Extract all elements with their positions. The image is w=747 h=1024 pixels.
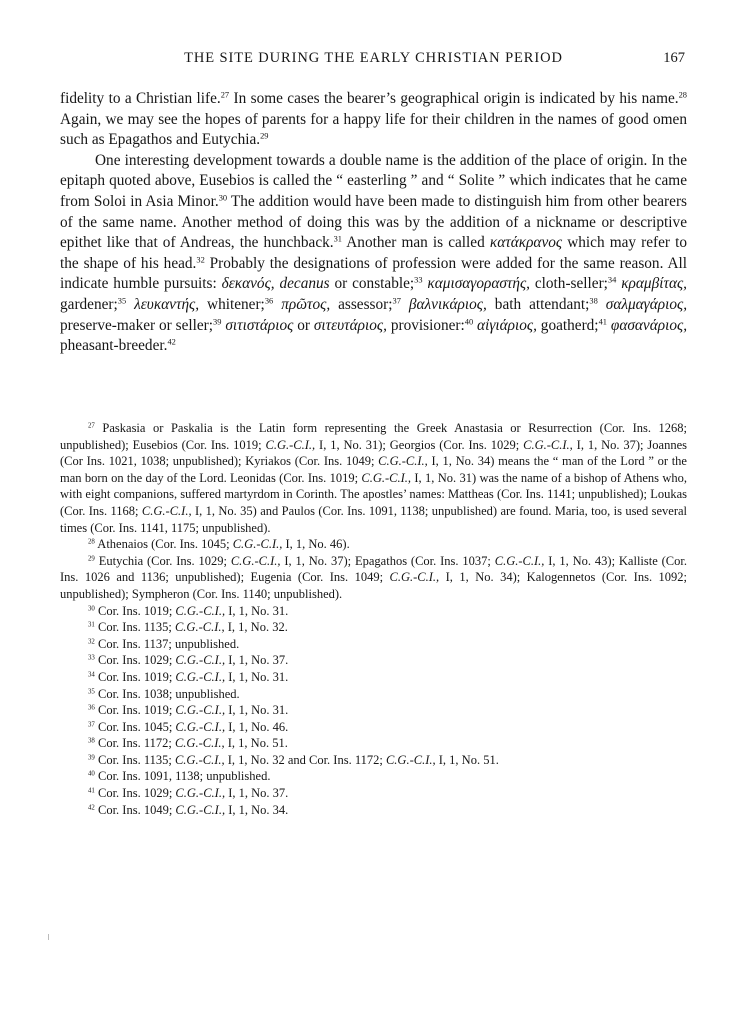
text-run: Cor. Ins. 1049; — [94, 802, 176, 817]
scan-mark — [48, 934, 49, 940]
text-run: Cor. Ins. 1135; — [94, 620, 175, 635]
citation-abbrev: C.G.-C.I., — [494, 553, 545, 568]
footnote-number: 38 — [88, 737, 95, 745]
citation-abbrev: C.G.-C.I., — [389, 570, 440, 585]
text-run: Cor. Ins. 1019; — [94, 603, 176, 618]
text-run: I, 1, No. 35) and Paulos (Cor. Ins. 1091, 1138; unpublished) are found. Maria, too, is used several times (Cor. Ins. 1141, 1175; unpublished). — [60, 503, 688, 535]
text-run: I, 1, No. 32. — [224, 620, 288, 635]
text-run: I, 1, No. 37. — [225, 786, 289, 801]
text-run: In some cases the bearer’s geographical origin is indicated by his name. — [229, 90, 679, 107]
text-run: I, 1, No. 46). — [282, 537, 350, 552]
text-run: I, 1, No. 31); Georgios (Cor. Ins. 1029; — [315, 437, 524, 452]
text-run: I, 1, No. 37); Epagathos (Cor. Ins. 1037; — [280, 553, 495, 568]
footnote — [60, 652, 687, 669]
footnote — [60, 669, 687, 686]
text-run: I, 1, No. 51. — [435, 752, 499, 767]
page-number: 167 — [663, 50, 685, 66]
text-run: I, 1, No. 31. — [225, 669, 289, 684]
text-run: I, 1, No. 43); Kalliste (Cor. Ins. 1026 and 1136; unpublished); Eugenia (Cor. Ins. 1049; — [60, 553, 687, 585]
running-head: THE SITE DURING THE EARLY CHRISTIAN PERIOD — [184, 50, 563, 66]
footnote-number: 32 — [88, 638, 95, 646]
text-run: Athenaios (Cor. Ins. 1045; — [94, 537, 233, 552]
footnote — [60, 802, 687, 819]
text-run: I, 1, No. 46. — [225, 719, 289, 734]
text-run: which may refer to the shape of his head. — [60, 234, 687, 272]
text-run — [273, 296, 281, 313]
footnote — [60, 719, 687, 736]
text-run: The addition would have been made to distinguish him from other bearers of the same name. Another method of doing this was by the addition of a nickname or descriptive epithet like that of Andreas, the hunchback. — [60, 192, 687, 252]
greek-term: δεκανός, — [221, 275, 275, 293]
text-run: Cor. Ins. 1091, 1138; unpublished. — [94, 769, 271, 784]
footnote-number: 39 — [88, 754, 95, 762]
citation-abbrev: C.G.-C.I., — [523, 437, 573, 452]
text-run: cloth-seller; — [529, 275, 608, 293]
footnote — [60, 536, 687, 553]
text-run — [401, 296, 409, 313]
footnote-ref: 28 — [678, 90, 687, 100]
footnote-number: 33 — [88, 654, 95, 662]
text-run: Cor. Ins. 1019; — [94, 703, 176, 718]
footnote — [60, 735, 687, 752]
greek-term: φασανάριος, — [610, 316, 688, 334]
text-run: preserve-maker or seller; — [60, 316, 214, 334]
footnote-number: 27 — [88, 422, 95, 430]
text-run: assessor; — [330, 295, 393, 313]
text-run: Eutychia (Cor. Ins. 1029; — [94, 553, 231, 568]
footnote — [60, 686, 687, 703]
greek-term: καμισαγοραστής, — [427, 275, 530, 293]
text-run — [126, 296, 134, 313]
footnote-number: 29 — [88, 555, 95, 563]
greek-term: λευκαντής, — [134, 295, 200, 313]
citation-abbrev: C.G.-C.I., — [385, 752, 436, 767]
greek-term: σιτευτάριος, — [313, 316, 387, 334]
footnote-ref: 33 — [414, 275, 423, 285]
footnote-ref: 41 — [598, 317, 607, 327]
footnote-number: 37 — [88, 721, 95, 729]
footnote — [60, 420, 687, 536]
footnote-number: 28 — [88, 538, 95, 546]
body-text — [60, 89, 687, 357]
footnote-ref: 39 — [213, 317, 222, 327]
text-run: Cor. Ins. 1172; — [94, 736, 175, 751]
footnote-ref: 38 — [589, 296, 598, 306]
footnote — [60, 702, 687, 719]
text-run: I, 1, No. 31. — [225, 603, 289, 618]
footnote — [60, 785, 687, 802]
citation-abbrev: C.G.-C.I., — [174, 736, 225, 751]
text-run: I, 1, No. 31) was the name of a bishop of Athens who, with eight companions, suffered martyrdom in Corinth. The apostles’ names: Mattheas (Cor. Ins. 1141; unpublished); Loukas (Cor. Ins. 1168; — [60, 470, 687, 518]
footnote-ref: 31 — [333, 234, 342, 244]
text-run: I, 1, No. 51. — [224, 736, 288, 751]
footnote-ref: 37 — [392, 296, 401, 306]
footnote-ref: 32 — [196, 255, 205, 265]
footnote-number: 40 — [88, 771, 95, 778]
text-run: Probably the designations of profession were added for the same reason. All indicate humble pursuits: — [60, 254, 687, 293]
text-run: goatherd; — [536, 316, 599, 334]
text-run: Cor. Ins. 1137; unpublished. — [94, 636, 240, 651]
citation-abbrev: C.G.-C.I., — [361, 470, 412, 485]
citation-abbrev: C.G.-C.I., — [230, 553, 281, 568]
citation-abbrev: C.G.-C.I., — [175, 786, 226, 801]
footnote-ref: 27 — [220, 90, 230, 100]
footnote-ref: 35 — [117, 296, 127, 306]
greek-term: κραμβίτας, — [621, 275, 687, 293]
citation-abbrev: C.G.-C.I., — [232, 537, 283, 552]
citation-abbrev: C.G.-C.I., — [175, 669, 226, 684]
greek-term: βαλνικάριος, — [408, 295, 487, 313]
text-run: Cor. Ins. 1029; — [94, 786, 176, 801]
footnote — [60, 636, 687, 653]
text-run: I, 1, No. 32 and Cor. Ins. 1172; — [224, 752, 386, 767]
text-run: provisioner: — [386, 316, 465, 334]
page-header — [60, 50, 687, 72]
text-run: or — [293, 316, 314, 334]
citation-abbrev: C.G.-C.I., — [175, 719, 226, 734]
footnote-number: 34 — [88, 671, 95, 679]
text-run: or constable; — [329, 275, 415, 293]
text-run: Cor. Ins. 1045; — [94, 719, 176, 734]
footnote-number: 36 — [88, 704, 95, 712]
footnote-ref: 30 — [218, 193, 228, 203]
citation-abbrev: C.G.-C.I., — [174, 752, 225, 767]
text-run: Cor. Ins. 1029; — [94, 653, 176, 668]
footnote — [60, 553, 687, 603]
footnote — [60, 768, 687, 785]
citation-abbrev: C.G.-C.I., — [378, 454, 428, 469]
footnotes — [60, 420, 687, 818]
text-run: Again, we may see the hopes of parents for a happy life for their children in the names of good omen such as Epagathos and Eutychia. — [60, 110, 687, 149]
greek-term: αἰγιάριος, — [477, 316, 537, 334]
text-run: I, 1, No. 37); Joannes (Cor Ins. 1021, 1038; unpublished); Kyriakos (Cor. Ins. 1049; — [60, 437, 687, 469]
text-run: Cor. Ins. 1019; — [94, 669, 176, 684]
footnote-number: 35 — [88, 688, 95, 696]
greek-term: σιτιστάριος — [225, 316, 294, 334]
greek-term: κατάκρανος — [489, 234, 563, 252]
footnote-ref: 40 — [464, 317, 474, 327]
text-run: I, 1, No. 37. — [225, 653, 289, 668]
text-run: pheasant-breeder. — [60, 337, 168, 355]
text-run: Cor. Ins. 1135; — [94, 752, 175, 767]
text-run: fidelity to a Christian life. — [60, 90, 221, 107]
citation-abbrev: C.G.-C.I., — [175, 603, 226, 618]
text-run: I, 1, No. 34. — [225, 802, 289, 817]
footnote-number: 31 — [88, 621, 95, 629]
footnote-ref: 29 — [260, 131, 269, 141]
text-run: One interesting development towards a double name is the addition of the place of origin. In the epitaph quoted above, Eusebios is called the “ easterling ” and “ Solite ” which indicates that he came from Soloi in Asia Minor. — [60, 151, 687, 210]
footnote — [60, 603, 687, 620]
footnote-ref: 36 — [264, 296, 274, 306]
citation-abbrev: C.G.-C.I., — [175, 703, 226, 718]
greek-term: πρῶτος, — [281, 295, 331, 313]
text-run: Another man is called — [342, 234, 490, 252]
text-run: Paskasia or Paskalia is the Latin form representing the Greek Anastasia or Resurrection (Cor. Ins. 1268; unpublished); Eusebios (Cor. Ins. 1019; — [60, 421, 687, 452]
citation-abbrev: C.G.-C.I., — [174, 620, 225, 635]
footnote-ref: 42 — [167, 337, 176, 347]
text-run: I, 1, No. 34); Kalogennetos (Cor. Ins. 1092; unpublished); Sympheron (Cor. Ins. 1140; unpublished). — [60, 570, 687, 601]
text-run: whitener; — [199, 295, 265, 313]
text-run: Cor. Ins. 1038; unpublished. — [94, 686, 240, 701]
paragraph — [60, 89, 687, 151]
text-run: I, 1, No. 34) means the “ man of the Lord ” or the man born on the day of the Lord. Leonidas (Cor. Ins. 1019; — [60, 454, 687, 485]
paragraph — [60, 151, 687, 357]
citation-abbrev: C.G.-C.I., — [175, 653, 226, 668]
footnote-number: 42 — [88, 804, 95, 812]
citation-abbrev: C.G.-C.I., — [265, 437, 316, 452]
footnote-number: 41 — [88, 787, 95, 795]
text-run: bath attendant; — [486, 295, 590, 313]
footnote-number: 30 — [88, 605, 95, 613]
text-run: gardener; — [60, 295, 118, 313]
citation-abbrev: C.G.-C.I., — [141, 503, 192, 518]
footnote — [60, 752, 687, 769]
citation-abbrev: C.G.-C.I., — [175, 802, 226, 817]
text-run: I, 1, No. 31. — [225, 703, 289, 718]
latin-term: decanus — [279, 275, 330, 293]
footnote-ref: 34 — [607, 275, 617, 285]
greek-term: σαλμαγάριος, — [605, 295, 688, 313]
footnote — [60, 619, 687, 636]
text-run — [598, 296, 606, 313]
